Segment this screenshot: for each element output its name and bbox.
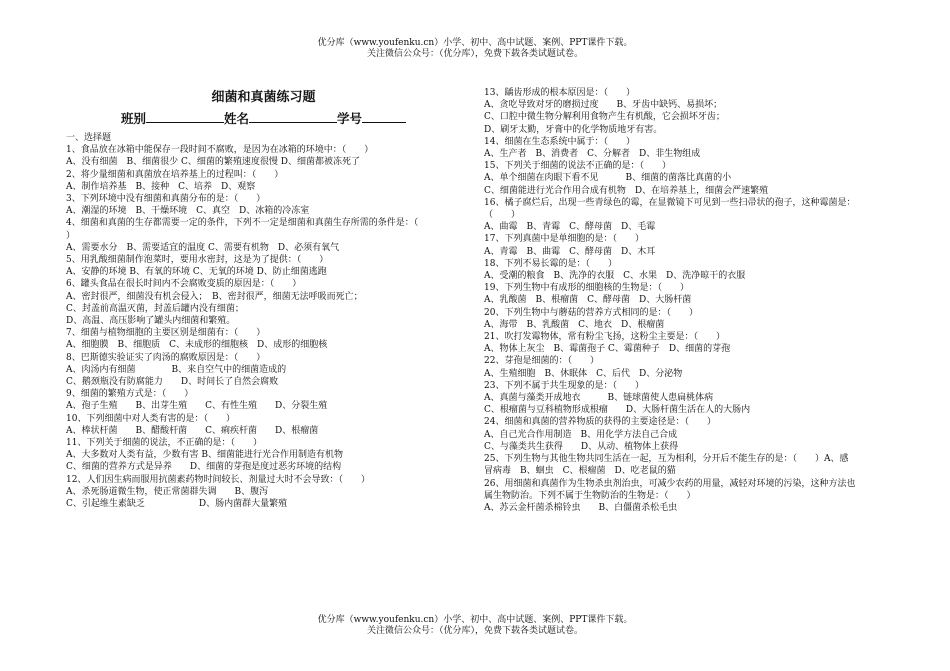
question-line: A、单个细菌在肉眼下看不见 B、细菌的菌落比真菌的小 [484,173,732,184]
student-info-fields [66,108,461,130]
question-line: 17、下列真菌中是单细胞的是：（ ） [484,234,644,245]
question-line: A、肉汤内有细菌 B、来自空气中的细菌造成的 [66,364,287,375]
question-line: 14、细菌在生态系统中属于：（ ） [484,136,635,147]
question-line: A、潮湿的环境 B、干燥环境 C、真空 D、冰箱的冷冻室 [66,206,310,217]
question-line: C、根瘤菌与豆科植物形成根瘤 D、大肠杆菌生活在人的大肠内 [484,405,751,416]
question-line: 20、下列生物中与蘑菇的营养方式相同的是：（ ） [484,307,698,318]
page-header [0,38,950,60]
question-line: D、高温、高压影响了罐头内细菌和繁殖。 [66,316,236,327]
question-line: 8、巴斯德实验证实了肉汤的腐败原因是：（ ） [66,352,266,363]
question-line: 10、下列细菌中对人类有害的是：（ ） [66,413,235,424]
question-line: A、受潮的粮食 B、洗净的衣服 C、水果 D、洗净晾干的衣服 [484,271,746,282]
question-line: 7、细菌与植物细胞的主要区别是细菌有：（ ） [66,328,266,339]
question-line: A、孢子生殖 B、出芽生殖 C、有性生殖 D、分裂生殖 [66,401,328,412]
question-line: 1、食品放在冰箱中能保存一段时间不腐败，是因为在冰箱的环境中：（ ） [66,145,374,156]
question-line: A、乳酸菌 B、根瘤菌 C、酵母菌 D、大肠杆菌 [484,295,692,306]
name-blank[interactable] [249,110,337,123]
question-line: A、苏云金杆菌杀棉铃虫 B、白僵菌杀松毛虫 [484,502,678,513]
class-blank[interactable] [146,110,224,123]
question-line: A、密封很严，细菌没有机会侵入； B、密封很严，细菌无法呼吸而死亡； [66,291,363,302]
question-line: 26、用细菌和真菌作为生物杀虫剂治虫，可减少农药的用量，减轻对环境的污染，这种方法也 [484,478,856,489]
question-line: A、大多数对人类有益，少数有害 B、细菌能进行光合作用制造有机物 [66,450,343,461]
question-line: 18、下列不易长霉的是：（ ） [484,258,617,269]
question-line: 一、选择题 [66,133,112,143]
question-line: C、细菌能进行光合作用合成有机物 D、在培养基上，细菌会严速繁殖 [484,185,769,196]
left-question-list [66,132,461,510]
question-line: 16、橘子腐烂后，出现一些青绿色的霉，在显微镜下可见到一些扫帚状的孢子，这种霉菌是： [484,197,856,208]
question-line: A、需要水分 B、需要适宜的温度 C、需要有机物 D、必须有氧气 [66,242,340,253]
footer-line-1: 优分库（www.youfenku.cn）小学、初中、高中试题、案例、PPT课件下载。 [317,615,633,625]
question-line: 24、细菌和真菌的营养物质的获得的主要途径是：（ ） [484,417,716,428]
question-line: A、安静的环境 B、有氧的环境 C、无氧的环境 D、防止细菌逃跑 [66,267,327,278]
question-line: C、封盖前高温灭菌，封盖后罐内没有细菌； [66,303,244,314]
question-line: A、曲霉 B、青霉 C、酵母菌 D、毛霉 [484,222,656,233]
footer-line-2: 关注微信公众号：（优分库），免费下载各类试题试卷。 [366,626,583,636]
page-title: 细菌和真菌练习题 [211,90,316,105]
question-line: C、口腔中微生物分解利用食物产生有机酸，它会损坏牙齿； [484,112,725,123]
question-line: 12、人们因生病而服用抗菌素药物时间较长、剂量过大时不会导致：（ ） [66,474,370,485]
right-column [484,87,899,514]
question-line: 21、吹打发霉物体，常有粉尘飞扬，这粉尘主要是：（ ） [484,332,725,343]
id-blank[interactable] [362,110,406,123]
question-line: ） [66,230,76,241]
question-line: 11、下列关于细菌的说法，不正确的是：（ ） [66,438,262,449]
question-line: A、没有细菌 B、细菌很少 C、细菌的繁殖速度很慢 D、细菌都被冻死了 [66,157,360,168]
question-line: 25、下列生物与其他生物共同生活在一起，互为相利，分开后不能生存的是：（ ）A、感 [484,454,849,465]
question-line: A、青霉 B、曲霉 C、酵母菌 D、木耳 [484,246,656,257]
question-line: 4、细菌和真菌的生存都需要一定的条件，下列不一定是细菌和真菌生存所需的条件是：（ [66,218,419,229]
id-label: 学号 [337,111,363,126]
header-line-1: 优分库（www.youfenku.cn）小学、初中、高中试题、案例、PPT课件下载。 [317,38,633,48]
question-line: 15、下列关于细菌的说法不正确的是：（ ） [484,161,671,172]
left-column [66,90,461,510]
question-line: 5、用乳酸细菌制作泡菜时，要用水密封，这是为了提供：（ ） [66,255,329,266]
question-line: 冒病毒 B、蛔虫 C、根瘤菌 D、吃老鼠的猫 [484,466,676,477]
question-line: D、刷牙太勤，牙膏中的化学物质地牙有害。 [484,124,663,135]
page-footer [0,615,950,637]
question-line: 19、下列生物中有成形的细胞核的生物是：（ ） [484,283,689,294]
class-label: 班别 [120,111,146,126]
question-line: C、鹅颈瓶没有防腐能力 D、时间长了自然会腐败 [66,377,279,388]
question-line: A、贪吃导致对牙的磨损过度 B、牙齿中缺钙、易损坏； [484,100,723,111]
question-line: A、生产者 B、消费者 C、分解者 D、非生物组成 [484,149,701,160]
question-line: A、细胞膜 B、细胞质 C、未成形的细胞核 D、成形的细胞核 [66,340,328,351]
question-line: C、细菌的营养方式是异养 D、细菌的芽孢是度过恶劣环境的结构 [66,462,342,473]
question-line: 13、龋齿形成的根本原因是：（ ） [484,88,635,98]
question-line: 23、下列不属于共生现象的是：（ ） [484,380,644,391]
question-line: A、棒状杆菌 B、醋酸杆菌 C、痢疾杆菌 D、根瘤菌 [66,425,319,436]
question-line: 9、细菌的繁殖方式是：（ ） [66,389,194,400]
name-label: 姓名 [223,111,249,126]
question-line: C、与藻类共生获得 D、从动、植物体上获得 [484,441,679,452]
question-line: A、制作培养基 B、接种 C、培养 D、观察 [66,181,256,192]
question-line: 6、罐头食品在很长时间内不会腐败变质的原因是：（ ） [66,279,302,290]
question-line: 3、下列环境中没有细菌和真菌分布的是：（ ） [66,194,266,205]
question-line: （ ） [484,210,521,221]
question-line: A、自己光合作用制造 B、用化学方法自己合成 [484,429,678,440]
question-line: A、杀死肠道微生物，使正常菌群失调 B、腹泻 [66,486,269,497]
question-line: A、海带 B、乳酸菌 C、地衣 D、根瘤菌 [484,319,665,330]
question-line: 属生物防治。下列不属于生物防治的生物是：（ ） [484,490,696,501]
question-line: A、物体上灰尘 B、霉菌孢子 C、霉菌种子 D、细菌的芽孢 [484,344,731,355]
right-question-list [484,87,899,514]
question-line: A、生殖细胞 B、休眠体 C、后代 D、分泌物 [484,368,683,379]
header-line-2: 关注微信公众号：（优分库），免费下载各类试题试卷。 [366,49,583,59]
question-line: 22、芽孢是细菌的：（ ） [484,356,599,367]
question-line: C、引起维生素缺乏 D、肠内菌群大量繁殖 [66,499,288,510]
question-line: A、真菌与藻类开成地衣 B、链球菌使人患扁桃体病 [484,393,714,404]
question-line: 2、将少量细菌和真菌放在培养基上的过程叫：（ ） [66,169,284,180]
